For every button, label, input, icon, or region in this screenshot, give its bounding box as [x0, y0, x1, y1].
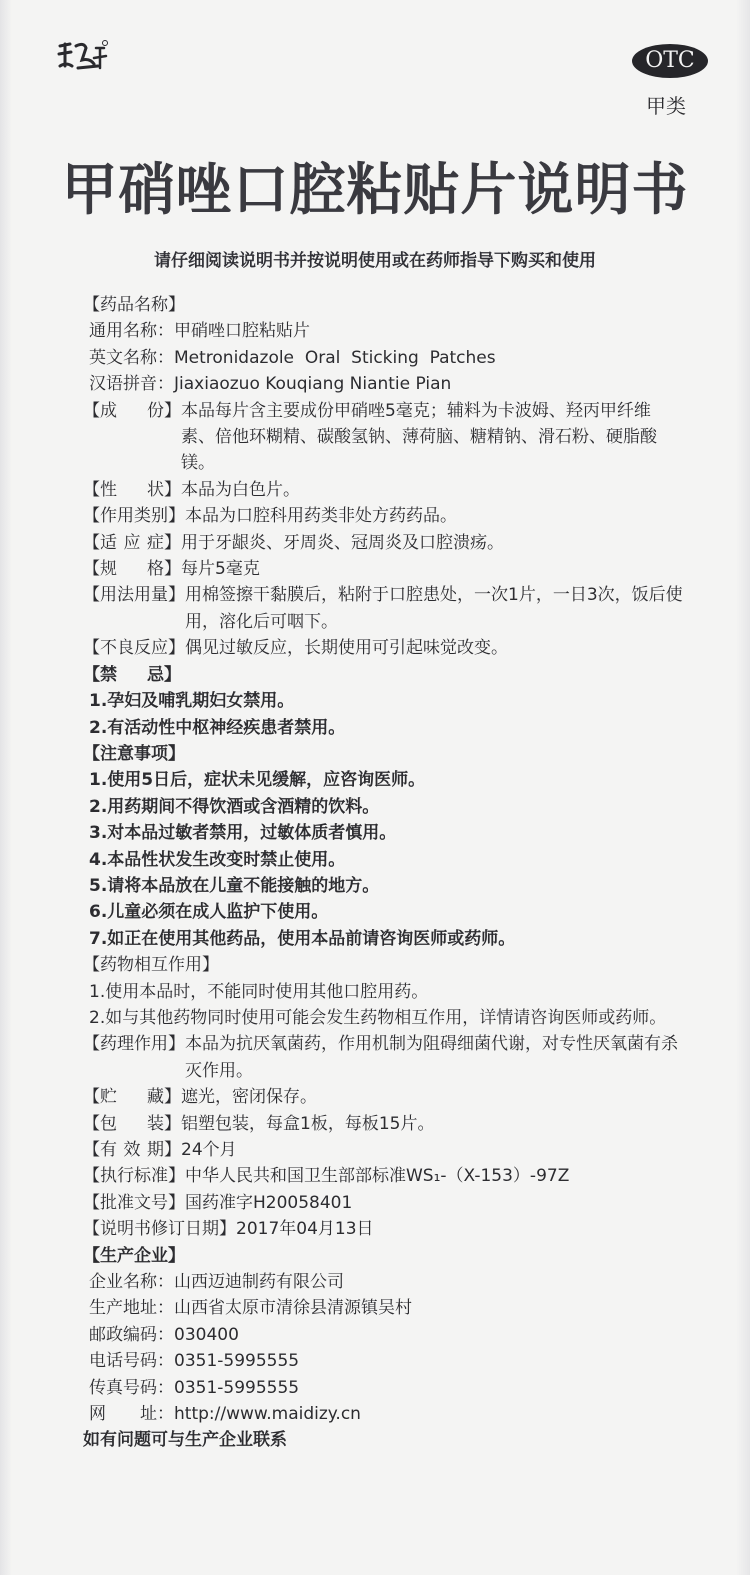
otc-badge: OTC: [632, 44, 708, 78]
spec-label: 【 规 格 】: [83, 559, 181, 580]
pharmacology-label: 【药理作用】: [83, 1034, 185, 1055]
spec-value: 每片5毫克: [181, 559, 260, 580]
package-row: [83, 1111, 683, 1137]
english-name-value: Metronidazole Oral Sticking Patches: [174, 347, 496, 368]
manufacturer-fax-value: 0351-5995555: [174, 1377, 300, 1398]
approval-row: [83, 1190, 683, 1216]
approval-value: 国药准字H20058401: [185, 1192, 353, 1213]
composition-row: [83, 398, 683, 477]
interaction-item: 2.如与其他药物同时使用可能会发生药物相互作用，详情请咨询医师或药师。: [89, 1007, 667, 1028]
paper-edge-right: [736, 0, 750, 1575]
manufacturer-fax-label: 传真号码：: [89, 1377, 174, 1398]
manufacturer-postcode-label: 邮政编码：: [89, 1324, 174, 1345]
precaution-item: 2.用药期间不得饮酒或含酒精的饮料。: [89, 796, 380, 817]
manufacturer-fax-line: [83, 1375, 683, 1401]
otc-class-label: 甲类: [646, 94, 686, 118]
indications-row: [83, 530, 683, 556]
footer-note: 如有问题可与生产企业联系: [83, 1430, 287, 1451]
standard-value: 中华人民共和国卫生部部标准WS₁-（X-153）-97Z: [185, 1166, 570, 1187]
revision-label: 【说明书修订日期】: [83, 1219, 236, 1240]
storage-row: [83, 1084, 683, 1110]
manufacturer-heading: 【生产企业】: [83, 1245, 185, 1266]
composition-label: 【 成 份 】: [83, 400, 181, 421]
manufacturer-address-value: 山西省太原市清徐县清源镇吴村: [174, 1298, 412, 1319]
standard-row: [83, 1163, 683, 1189]
category-label: 【作用类别】: [83, 506, 185, 527]
spec-row: [83, 556, 683, 582]
generic-name-label: 通用名称：: [89, 321, 174, 342]
precaution-item: 1.使用5日后，症状未见缓解，应咨询医师。: [89, 770, 426, 791]
leaflet-content: [83, 292, 683, 1454]
manufacturer-postcode-value: 030400: [174, 1324, 239, 1345]
english-name-line: [83, 345, 683, 371]
dosage-value: 用棉签擦干黏膜后，粘附于口腔患处，一次1片，一日3次，饭后使用，溶化后可咽下。: [185, 585, 683, 632]
pharmacology-row: [83, 1031, 683, 1084]
manufacturer-website-value: http://www.maidizy.cn: [174, 1404, 361, 1425]
revision-value: 2017年04月13日: [236, 1219, 374, 1240]
manufacturer-name-line: [83, 1269, 683, 1295]
storage-value: 遮光，密闭保存。: [181, 1087, 317, 1108]
manufacturer-address-label: 生产地址：: [89, 1298, 174, 1319]
indications-value: 用于牙龈炎、牙周炎、冠周炎及口腔溃疡。: [181, 532, 504, 553]
contraindications-heading: 【 禁 忌 】: [83, 664, 181, 685]
english-name-label: 英文名称：: [89, 347, 174, 368]
page-title: 甲硝唑口腔粘贴片说明书: [61, 158, 689, 223]
pharmacology-value: 本品为抗厌氧菌药，作用机制为阻碍细菌代谢，对专性厌氧菌有杀灭作用。: [185, 1034, 678, 1081]
approval-label: 【批准文号】: [83, 1192, 185, 1213]
generic-name-line: [83, 318, 683, 344]
character-row: [83, 477, 683, 503]
adverse-label: 【不良反应】: [83, 638, 185, 659]
pinyin-name-value: Jiaxiaozuo Kouqiang Niantie Pian: [174, 374, 452, 395]
brand-logo: [56, 38, 108, 74]
contraindication-item: 1.孕妇及哺乳期妇女禁用。: [89, 691, 295, 712]
revision-row: [83, 1216, 683, 1242]
manufacturer-address-line: [83, 1295, 683, 1321]
adverse-row: [83, 635, 683, 661]
package-label: 【 包 装 】: [83, 1113, 181, 1134]
dosage-label: 【用法用量】: [83, 585, 185, 606]
character-label: 【 性 状 】: [83, 479, 181, 500]
interaction-item: 1.使用本品时，不能同时使用其他口腔用药。: [89, 981, 429, 1002]
generic-name-value: 甲硝唑口腔粘贴片: [174, 321, 310, 342]
manufacturer-phone-label: 电话号码：: [89, 1351, 174, 1372]
adverse-value: 偶见过敏反应，长期使用可引起味觉改变。: [185, 638, 508, 659]
contraindication-item: 2.有活动性中枢神经疾患者禁用。: [89, 717, 346, 738]
composition-value: 本品每片含主要成份甲硝唑5毫克；辅料为卡波姆、羟丙甲纤维素、倍他环糊精、碳酸氢钠、薄荷脑、糖精钠、滑石粉、硬脂酸镁。: [181, 400, 657, 474]
manufacturer-website-label: 网 址: [89, 1404, 157, 1425]
manufacturer-phone-value: 0351-5995555: [174, 1351, 300, 1372]
interactions-heading: 【药物相互作用】: [83, 955, 219, 976]
pinyin-name-label: 汉语拼音：: [89, 374, 174, 395]
page-subtitle: 请仔细阅读说明书并按说明使用或在药师指导下购买和使用: [154, 251, 596, 271]
validity-row: [83, 1137, 683, 1163]
drug-name-heading: 【药品名称】: [83, 295, 185, 315]
category-value: 本品为口腔科用药类非处方药药品。: [185, 506, 457, 527]
character-value: 本品为白色片。: [181, 479, 300, 500]
package-value: 铝塑包装，每盒1板，每板15片。: [181, 1113, 435, 1134]
manufacturer-postcode-line: [83, 1322, 683, 1348]
precaution-item: 3.对本品过敏者禁用，过敏体质者慎用。: [89, 823, 397, 844]
manufacturer-name-label: 企业名称：: [89, 1272, 174, 1293]
indications-label: 【 适 应 症 】: [83, 532, 181, 553]
storage-label: 【 贮 藏 】: [83, 1087, 181, 1108]
precaution-item: 4.本品性状发生改变时禁止使用。: [89, 849, 346, 870]
validity-label: 【 有 效 期 】: [83, 1140, 181, 1160]
manufacturer-phone-line: [83, 1348, 683, 1374]
manufacturer-name-value: 山西迈迪制药有限公司: [174, 1272, 344, 1293]
manufacturer-website-line: 网 址 ：http://www.maidizy.cn: [83, 1401, 683, 1427]
dosage-row: [83, 582, 683, 635]
validity-value: 24个月: [181, 1140, 237, 1160]
precaution-item: 6.儿童必须在成人监护下使用。: [89, 902, 329, 923]
paper-edge-left: [0, 0, 12, 1575]
category-row: [83, 503, 683, 529]
precaution-item: 5.请将本品放在儿童不能接触的地方。: [89, 875, 380, 896]
pinyin-name-line: [83, 371, 683, 397]
precaution-item: 7.如正在使用其他药品，使用本品前请咨询医师或药师。: [89, 928, 516, 949]
precautions-heading: 【注意事项】: [83, 743, 185, 764]
standard-label: 【执行标准】: [83, 1166, 185, 1187]
